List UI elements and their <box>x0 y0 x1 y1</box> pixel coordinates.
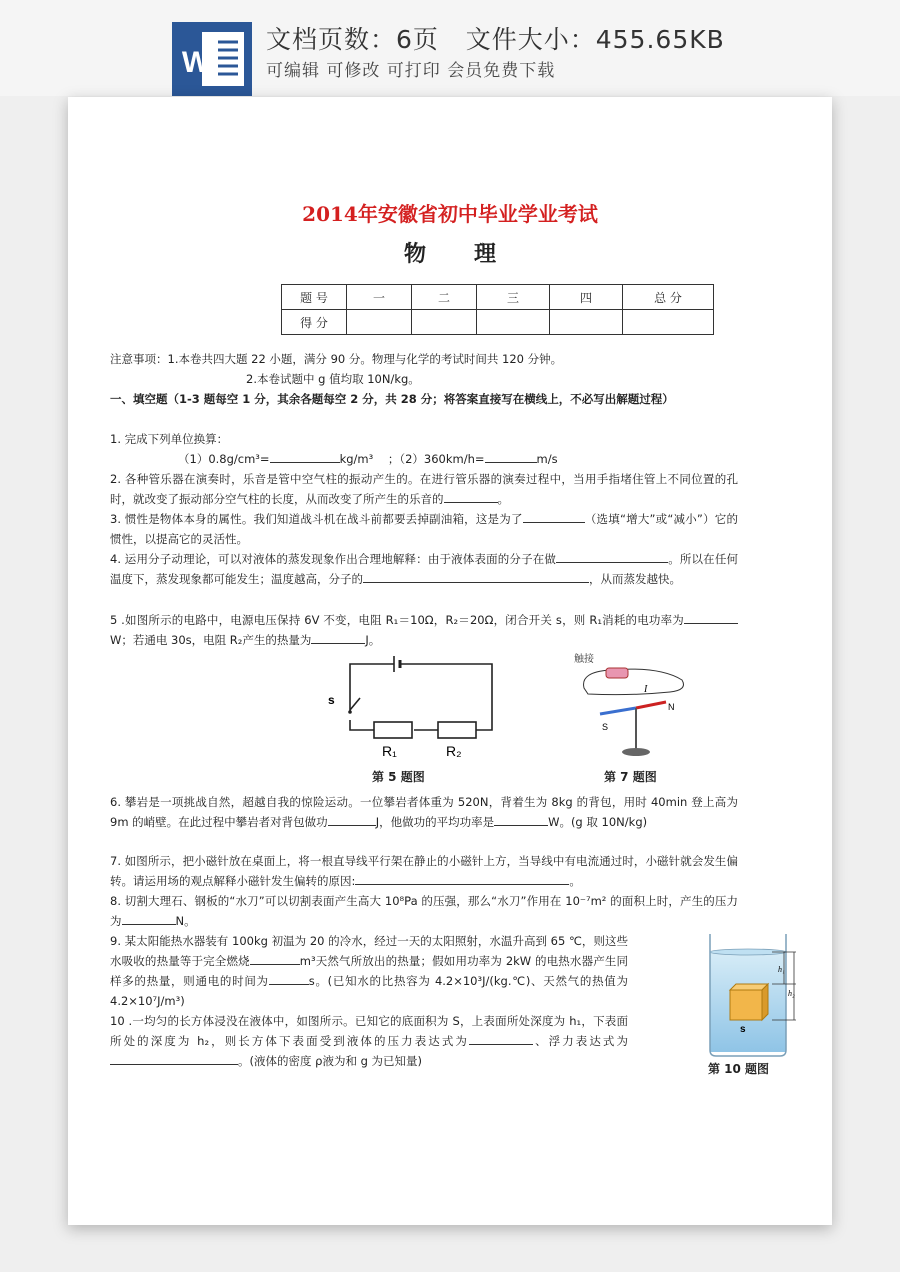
beaker-diagram <box>706 930 806 1058</box>
table-cell <box>477 310 550 335</box>
q6-text-end: W。(g 取 10N/kg) <box>548 815 648 829</box>
current-label: I <box>644 684 648 695</box>
contact-label: 触接 <box>574 654 594 665</box>
notice-1: 注意事项：1.本卷共四大题 22 小题，满分 90 分。物理与化学的考试时间共 120 分钟。 <box>110 352 563 366</box>
q5-text-mid: W；若通电 30s，电阻 R₂产生的热量为 <box>110 633 312 647</box>
answer-blank[interactable] <box>355 871 569 885</box>
table-cell: 总 分 <box>623 285 714 310</box>
q8-text: 8. 切割大理石、钢板的“水刀”可以切割表面产生高大 10⁸Pa 的压强，那么“水刀”作用在 10⁻⁷m² 的面积上时，产生的压力为 <box>110 894 738 928</box>
q3-text: 3. 惯性是物体本身的属性。我们知道战斗机在战斗前都要丢掉副油箱，这是为了 <box>110 512 523 526</box>
q9-text-end: s。(已知水的比热容为 4.2×10³J/(kg.℃)、天然气的热值为 4.2×10⁷J/m³) <box>110 974 628 1008</box>
question-7 <box>110 851 738 891</box>
file-features: 可编辑 可修改 可打印 会员免费下载 <box>266 61 556 81</box>
question-6 <box>110 792 738 832</box>
q4-text-mid: 。所以在任何温度下，蒸发现象都可能发生；温度越高，分子的 <box>110 552 738 586</box>
h2-label: h₂ <box>788 989 795 998</box>
figure-5-caption: 第 5 题图 <box>372 770 425 784</box>
question-9 <box>110 931 628 1011</box>
q4-text-end: ，从而蒸发越快。 <box>589 572 681 586</box>
table-cell <box>550 310 623 335</box>
answer-blank[interactable] <box>469 1031 533 1045</box>
answer-blank[interactable] <box>269 971 309 985</box>
r2-label: R₂ <box>446 743 462 759</box>
figure-10-caption: 第 10 题图 <box>708 1062 770 1076</box>
subject-title: 物理 <box>403 241 544 267</box>
q6-text-mid: J，他做功的平均功率是 <box>375 815 495 829</box>
table-cell: 一 <box>347 285 412 310</box>
answer-blank[interactable] <box>270 449 340 463</box>
q10-text-mid: 、浮力表达式为 <box>533 1034 629 1048</box>
h1-label: h₁ <box>778 965 785 974</box>
file-info: 文档页数：6页 文件大小：455.65KB <box>266 25 725 54</box>
table-cell: 题 号 <box>282 285 347 310</box>
south-pole-label: S <box>602 722 609 732</box>
answer-blank[interactable] <box>684 610 738 624</box>
exam-title: 2014年安徽省初中毕业学业考试 <box>302 202 598 226</box>
question-1-parts <box>178 449 806 469</box>
word-document-icon <box>172 22 252 96</box>
table-cell: 得 分 <box>282 310 347 335</box>
question-2 <box>110 469 738 509</box>
figure-7-caption: 第 7 题图 <box>604 770 657 784</box>
magnetic-needle-diagram <box>570 650 700 762</box>
answer-blank[interactable] <box>556 549 668 563</box>
download-banner <box>0 0 900 96</box>
q4-text: 4. 运用分子动理论，可以对液体的蒸发现象作出合理地解释：由于液体表面的分子在做 <box>110 552 557 566</box>
q2-end: 。 <box>497 492 509 506</box>
question-10 <box>110 1011 628 1071</box>
switch-label: s <box>328 693 335 707</box>
q6-text: 6. 攀岩是一项挑战自然，超越自我的惊险运动。一位攀岩者体重为 520N，背着生为 8kg 的背包，用时 40min 登上高为 9m 的峭壁。在此过程中攀岩者对背包做功 <box>110 795 738 829</box>
table-cell <box>347 310 412 335</box>
answer-blank[interactable] <box>363 569 589 583</box>
table-cell <box>412 310 477 335</box>
table-cell: 三 <box>477 285 550 310</box>
table-cell: 四 <box>550 285 623 310</box>
question-4 <box>110 549 738 589</box>
notice-2: 2.本卷试题中 g 值均取 10N/kg。 <box>246 372 420 386</box>
circuit-diagram <box>320 652 520 764</box>
answer-blank[interactable] <box>122 911 176 925</box>
answer-blank[interactable] <box>494 812 548 826</box>
q1b-unit: m/s <box>536 452 558 466</box>
q2-text: 2. 各种管乐器在演奏时，乐音是管中空气柱的振动产生的。在进行管乐器的演奏过程中，当用手指堵住管上不同位置的孔时，就改变了振动部分空气柱的长度，从而改变了所产生的乐音的 <box>110 472 738 506</box>
area-label: s <box>740 1024 746 1035</box>
north-pole-label: N <box>668 702 675 712</box>
answer-blank[interactable] <box>444 489 498 503</box>
q7-text-end: 。 <box>569 874 581 888</box>
q5-text-end: J。 <box>365 633 381 647</box>
r1-label: R₁ <box>382 743 397 759</box>
answer-blank[interactable] <box>311 630 365 644</box>
answer-blank[interactable] <box>523 509 585 523</box>
question-3 <box>110 509 738 549</box>
q10-text: 10 .一均匀的长方体浸没在液体中，如图所示。已知它的底面积为 S，上表面所处深度为 h₁，下表面所处的深度为 h₂，则长方体下表面受到液体的压力表达式为 <box>110 1014 628 1048</box>
q10-text-end: 。(液体的密度 ρ液为和 g 为已知量) <box>238 1054 423 1068</box>
word-letter: W <box>181 46 211 79</box>
q5-text: 5 .如图所示的电路中，电源电压保持 6V 不变，电阻 R₁＝10Ω，R₂＝20Ω，闭合开关 s，则 R₁消耗的电功率为 <box>110 613 684 627</box>
section-1-heading: 一、填空题（1-3 题每空 1 分，其余各题每空 2 分，共 28 分；将答案直接写在横线上，不必写出解题过程） <box>110 392 674 406</box>
question-5 <box>110 610 738 650</box>
answer-blank[interactable] <box>328 812 376 826</box>
q3-text-end: （选填“增大”或“减小”）它的惯性，以提高它的灵活性。 <box>110 512 738 546</box>
table-cell <box>623 310 714 335</box>
answer-blank[interactable] <box>250 951 300 965</box>
q9-text: 9. 某太阳能热水器装有 100kg 初温为 20 的冷水，经过一天的太阳照射，水温升高到 65 ℃，则这些水吸收的热量等于完全燃烧 <box>110 934 628 968</box>
table-cell: 二 <box>412 285 477 310</box>
score-table <box>281 284 714 335</box>
answer-blank[interactable] <box>110 1051 238 1065</box>
q7-text: 7. 如图所示，把小磁针放在桌面上，将一根直导线平行架在静止的小磁针上方，当导线中有电流通过时，小磁针就会发生偏转。请运用场的观点解释小磁针发生偏转的原因: <box>110 854 738 888</box>
q1b-text: ；（2）360km/h= <box>387 452 485 466</box>
question-8 <box>110 891 738 931</box>
q1a-unit: kg/m³ <box>339 452 374 466</box>
q9-text-mid: m³天然气所放出的热量；假如用功率为 2kW 的电热水器产生同样多的热量，则通电的时间为 <box>110 954 629 988</box>
q1a-text: （1）0.8g/cm³= <box>178 452 270 466</box>
question-1: 1. 完成下列单位换算： <box>110 432 229 446</box>
score-table-score-row <box>282 310 714 335</box>
answer-blank[interactable] <box>485 449 537 463</box>
q8-text-end: N。 <box>175 914 196 928</box>
score-table-header-row <box>282 285 714 310</box>
